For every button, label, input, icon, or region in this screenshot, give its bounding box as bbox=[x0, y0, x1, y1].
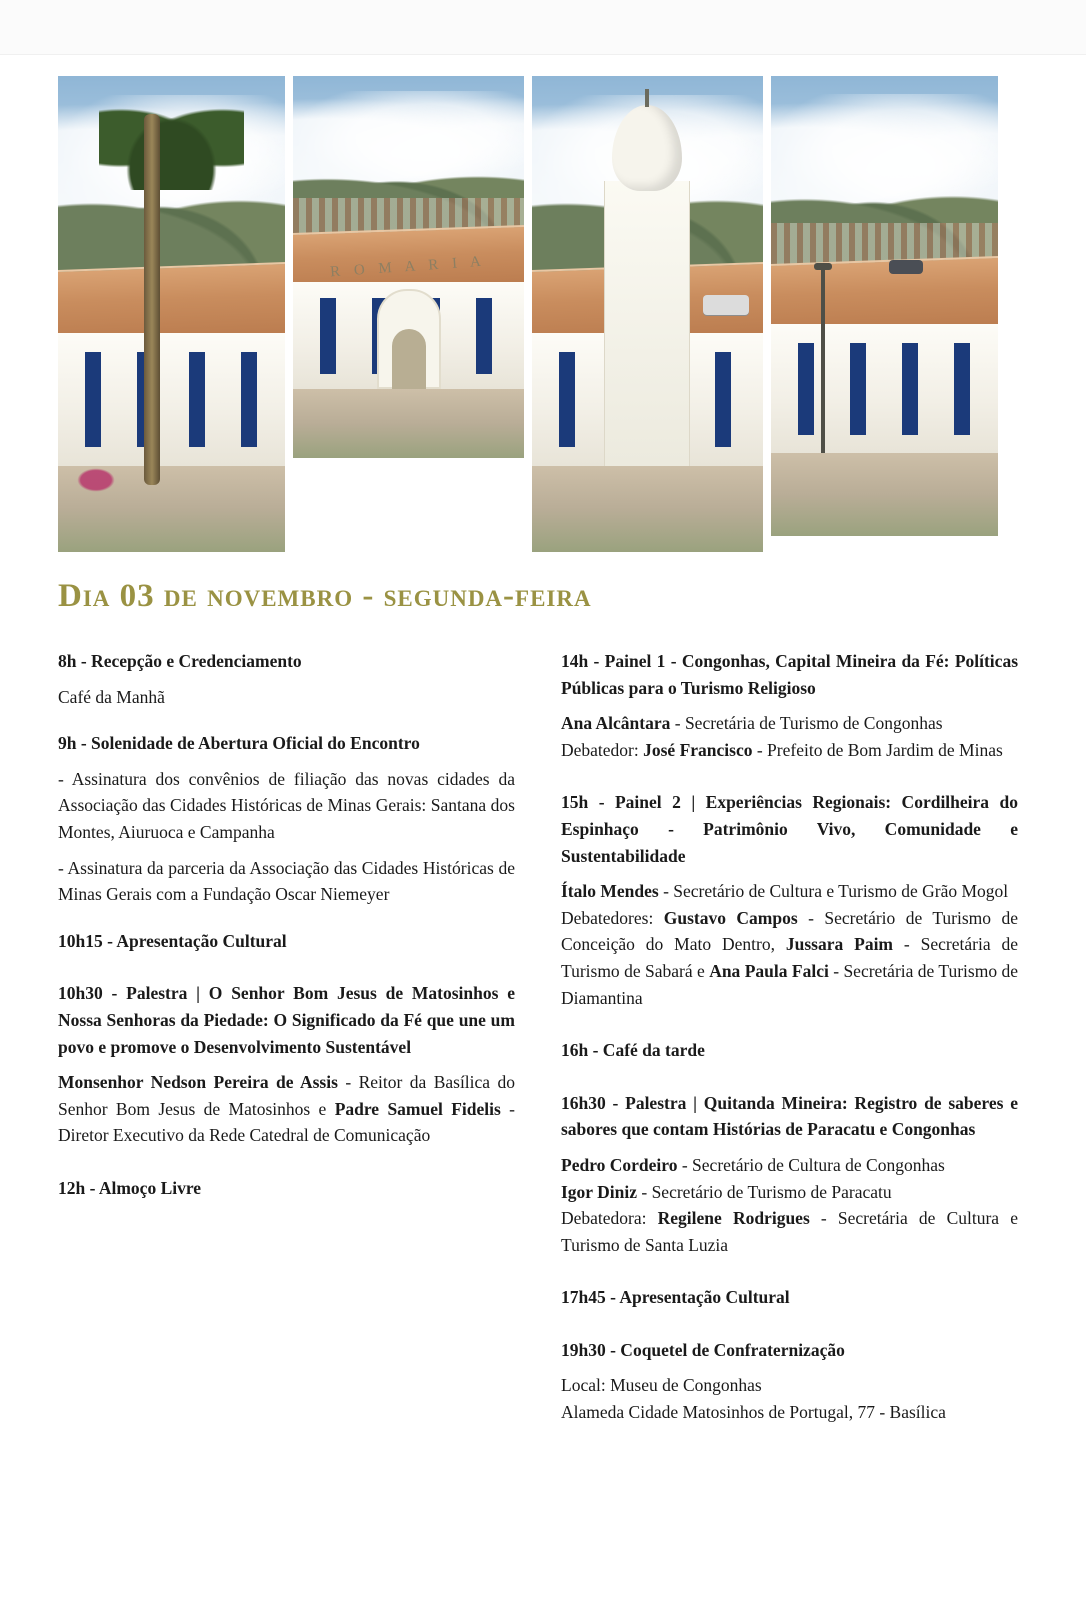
item-line: Local: Museu de Congonhas bbox=[561, 1375, 762, 1396]
schedule-item-painel-1 bbox=[561, 648, 1018, 701]
ground-region bbox=[771, 453, 998, 536]
schedule-item-palestra-1030-speakers bbox=[58, 1069, 515, 1149]
debater-name: José Francisco bbox=[643, 739, 753, 760]
schedule-item-cafe-tarde bbox=[561, 1037, 1018, 1064]
speaker-role: - Secretário de Turismo de Paracatu bbox=[637, 1181, 892, 1202]
palm-leaves bbox=[99, 86, 244, 191]
speaker-block bbox=[561, 1179, 1018, 1206]
item-heading: 12h - Almoço Livre bbox=[58, 1177, 202, 1198]
schedule-item-abertura bbox=[58, 730, 515, 757]
photo-banner bbox=[58, 76, 998, 552]
banner-panel-4 bbox=[771, 76, 998, 536]
item-line: Alameda Cidade Matosinhos de Portugal, 77 - Basílica bbox=[561, 1402, 946, 1423]
parked-car bbox=[889, 260, 923, 274]
speaker-role: - Secretário de Cultura e Turismo de Grão Mogol bbox=[658, 881, 1009, 902]
speaker-role: - Reitor da Basílica do Senhor Bom Jesus de Matosinhos e bbox=[58, 1072, 515, 1119]
speaker-role: - Secretária de Turismo de Congonhas bbox=[670, 713, 943, 734]
speaker-name: Ana Alcântara bbox=[561, 713, 671, 734]
debater-name: Ana Paula Falci bbox=[709, 960, 829, 981]
parked-van bbox=[703, 295, 749, 315]
speaker-block bbox=[561, 710, 1018, 737]
schedule-item-palestra-1030 bbox=[58, 980, 515, 1060]
debater-role: - Secretária de Cultura e Turismo de Santa Luzia bbox=[561, 1208, 1018, 1255]
debater-name: Regilene Rodrigues bbox=[657, 1208, 810, 1229]
debater-role: - Secretário de Turismo de Conceição do Mato Dentro, bbox=[561, 907, 1018, 955]
item-heading: 10h30 - Palestra | O Senhor Bom Jesus de Matosinhos e Nossa Senhoras da Piedade: O Significado da Fé que une um povo e promove o Desenvolvimento Sustentável bbox=[58, 983, 515, 1057]
item-heading: 10h15 - Apresentação Cultural bbox=[58, 930, 287, 951]
schedule-item-painel-2 bbox=[561, 789, 1018, 869]
item-heading: 14h - Painel 1 - Congonhas, Capital Mineira da Fé: Políticas Públicas para o Turismo Religioso bbox=[561, 651, 1018, 698]
debaters-label: Debatedores: bbox=[561, 907, 664, 928]
window-row bbox=[67, 352, 276, 447]
speaker-block bbox=[561, 1152, 1018, 1179]
street-lamp bbox=[821, 269, 825, 453]
schedule-item-coquetel bbox=[561, 1337, 1018, 1364]
church-tower bbox=[604, 181, 690, 467]
speaker-name: Pedro Cordeiro bbox=[561, 1154, 678, 1175]
schedule-item-apresentacao-1015 bbox=[58, 928, 515, 955]
item-heading: 15h - Painel 2 | Experiências Regionais: Cordilheira do Espinhaço - Patrimônio Vivo, Comunidade e Sustentabilidade bbox=[561, 792, 1018, 866]
item-heading: 16h30 - Palestra | Quitanda Mineira: Registro de saberes e sabores que contam Histórias de Paracatu e Congonhas bbox=[561, 1092, 1018, 1140]
speaker-name: Padre Samuel Fidelis bbox=[334, 1098, 501, 1119]
item-heading: 16h - Café da tarde bbox=[561, 1040, 705, 1061]
debater-role: - Secretária de Turismo de Sabará e bbox=[561, 934, 1019, 981]
item-line: Café da Manhã bbox=[58, 686, 165, 707]
flower-bush bbox=[72, 465, 120, 495]
item-line: - Assinatura dos convênios de filiação das novas cidades da Associação das Cidades Históricas de Minas Gerais: Santana dos Montes, Aiuruoca e Campanha bbox=[58, 768, 515, 842]
schedule-item-abertura-line-2 bbox=[58, 855, 515, 908]
item-heading: 19h30 - Coquetel de Confraternização bbox=[561, 1339, 845, 1360]
debater-role: - Secretária de Turismo de Diamantina bbox=[561, 960, 1018, 1008]
schedule-item-abertura-line-1 bbox=[58, 766, 515, 846]
banner-panel-2 bbox=[293, 76, 524, 458]
schedule-item-painel-1-speakers bbox=[561, 710, 1018, 763]
schedule-item-palestra-1630-speakers bbox=[561, 1152, 1018, 1258]
item-heading: 17h45 - Apresentação Cultural bbox=[561, 1287, 790, 1308]
banner-panel-3 bbox=[532, 76, 763, 552]
item-heading: 8h - Recepção e Credenciamento bbox=[58, 651, 302, 671]
debater-block bbox=[561, 1205, 1018, 1258]
window-row bbox=[780, 343, 989, 435]
item-heading: 9h - Solenidade de Abertura Oficial do Encontro bbox=[58, 733, 420, 754]
schedule-item-coquetel-location bbox=[561, 1372, 1018, 1425]
debater-role: - Prefeito de Bom Jardim de Minas bbox=[752, 739, 1003, 760]
debater-name: Jussara Paim bbox=[785, 934, 894, 955]
page-top-margin bbox=[0, 0, 1086, 55]
speaker-block bbox=[561, 878, 1018, 905]
page-title: Dia 03 de novembro - segunda-feira bbox=[58, 578, 592, 614]
speaker-role: - Diretor Executivo da Rede Catedral de Comunicação bbox=[58, 1098, 515, 1146]
ground-region bbox=[532, 466, 763, 552]
item-line: - Assinatura da parceria da Associação das Cidades Históricas de Minas Gerais com a Fundação Oscar Niemeyer bbox=[58, 857, 515, 905]
romaria-inscription: R O M A R I A bbox=[330, 253, 487, 281]
speaker-name: Ítalo Mendes bbox=[561, 881, 659, 902]
debater-block bbox=[561, 737, 1018, 764]
ground-region bbox=[293, 389, 524, 458]
schedule-item-almoco bbox=[58, 1175, 515, 1202]
schedule-item-painel-2-speakers bbox=[561, 878, 1018, 1011]
debater-label: Debatedora: bbox=[561, 1208, 658, 1229]
debater-label: Debatedor: bbox=[561, 739, 644, 760]
schedule-column-left bbox=[58, 648, 515, 1443]
schedule-columns bbox=[58, 648, 1018, 1443]
schedule-item-recepcao-detail bbox=[58, 684, 515, 711]
speaker-name: Igor Diniz bbox=[561, 1181, 637, 1202]
speaker-role: - Secretário de Cultura de Congonhas bbox=[677, 1154, 945, 1175]
banner-panel-1 bbox=[58, 76, 285, 552]
arch-opening bbox=[392, 329, 426, 389]
schedule-item-recepcao bbox=[58, 648, 515, 675]
debaters-block bbox=[561, 905, 1018, 1011]
schedule-column-right bbox=[561, 648, 1018, 1443]
debater-name: Gustavo Campos bbox=[663, 907, 798, 928]
schedule-item-apresentacao-1745 bbox=[561, 1284, 1018, 1311]
palm-trunk bbox=[144, 114, 160, 485]
speaker-name: Monsenhor Nedson Pereira de Assis bbox=[58, 1072, 338, 1093]
schedule-item-palestra-1630 bbox=[561, 1090, 1018, 1143]
speaker-block bbox=[58, 1069, 515, 1149]
